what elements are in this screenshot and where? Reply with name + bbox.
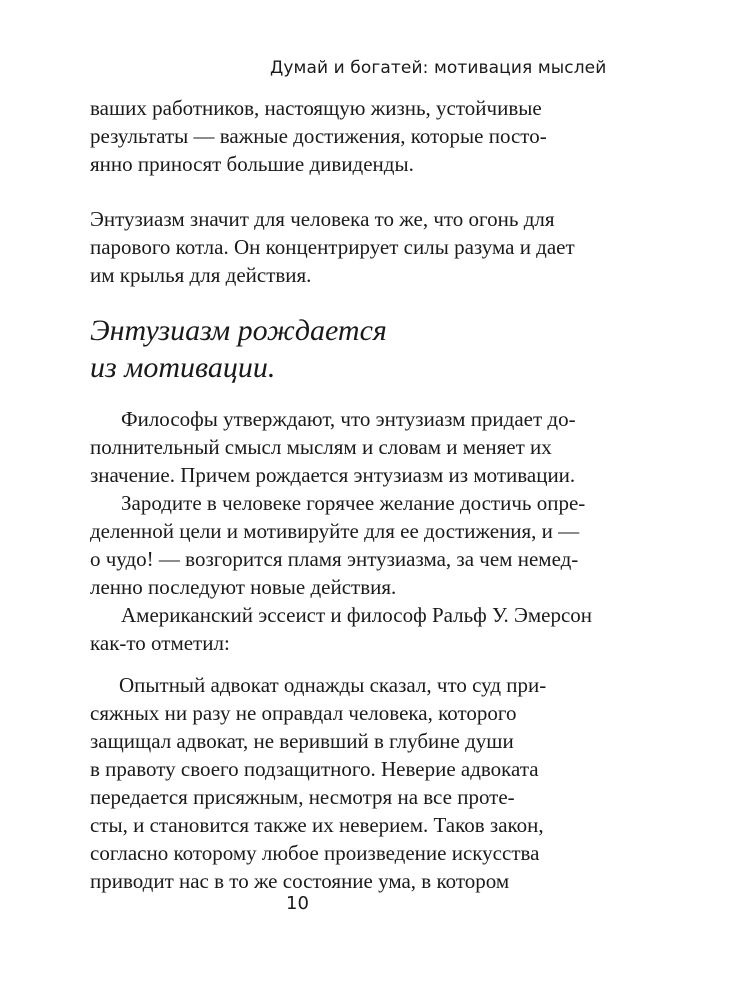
paragraph-line: полнительный смысл мыслям и словам и меняет их <box>90 435 552 459</box>
quote-line: сяжных ни разу не оправдал человека, которого <box>90 701 517 725</box>
paragraph-line: ваших работников, настоящую жизнь, устойчивые <box>90 96 542 120</box>
quote-line: в правоту своего подзащитного. Неверие адвоката <box>90 757 539 781</box>
paragraph-line: ленно последуют новые действия. <box>90 575 397 599</box>
paragraph-line: им крылья для действия. <box>90 263 312 287</box>
running-header: Думай и богатей: мотивация мыслей <box>270 58 607 78</box>
quote-line: передается присяжным, несмотря на все проте- <box>90 785 515 809</box>
paragraph-line: о чудо! — возгорится пламя энтузиазма, за чем немед- <box>90 547 579 571</box>
quote-line: приводит нас в то же состояние ума, в котором <box>90 869 510 893</box>
quote-line: согласно которому любое произведение искусства <box>90 841 540 865</box>
paragraph-line: янно приносят большие дивиденды. <box>90 152 414 176</box>
paragraph-line: Энтузиазм значит для человека то же, что огонь для <box>90 207 555 231</box>
section-heading: из мотивации. <box>90 351 276 384</box>
paragraph-line: Зародите в человеке горячее желание достичь опре- <box>121 491 586 515</box>
paragraph-line: результаты — важные достижения, которые посто- <box>90 124 547 148</box>
paragraph-line: Философы утверждают, что энтузиазм придает до- <box>121 407 576 431</box>
paragraph-line: деленной цели и мотивируйте для ее достижения, и — <box>90 519 580 543</box>
quote-line: защищал адвокат, не веривший в глубине души <box>90 729 514 753</box>
quote-line: Опытный адвокат однажды сказал, что суд при- <box>119 673 547 697</box>
quote-line: сты, и становится также их неверием. Таков закон, <box>90 813 544 837</box>
paragraph-line: Американский эссеист и философ Ральф У. Эмерсон <box>121 603 593 627</box>
paragraph-line: как-то отметил: <box>90 631 230 655</box>
paragraph-line: парового котла. Он концентрирует силы разума и дает <box>90 235 575 259</box>
paragraph-line: значение. Причем рождается энтузиазм из мотивации. <box>90 463 576 487</box>
page-number: 10 <box>286 893 309 914</box>
section-heading: Энтузиазм рождается <box>90 314 387 347</box>
